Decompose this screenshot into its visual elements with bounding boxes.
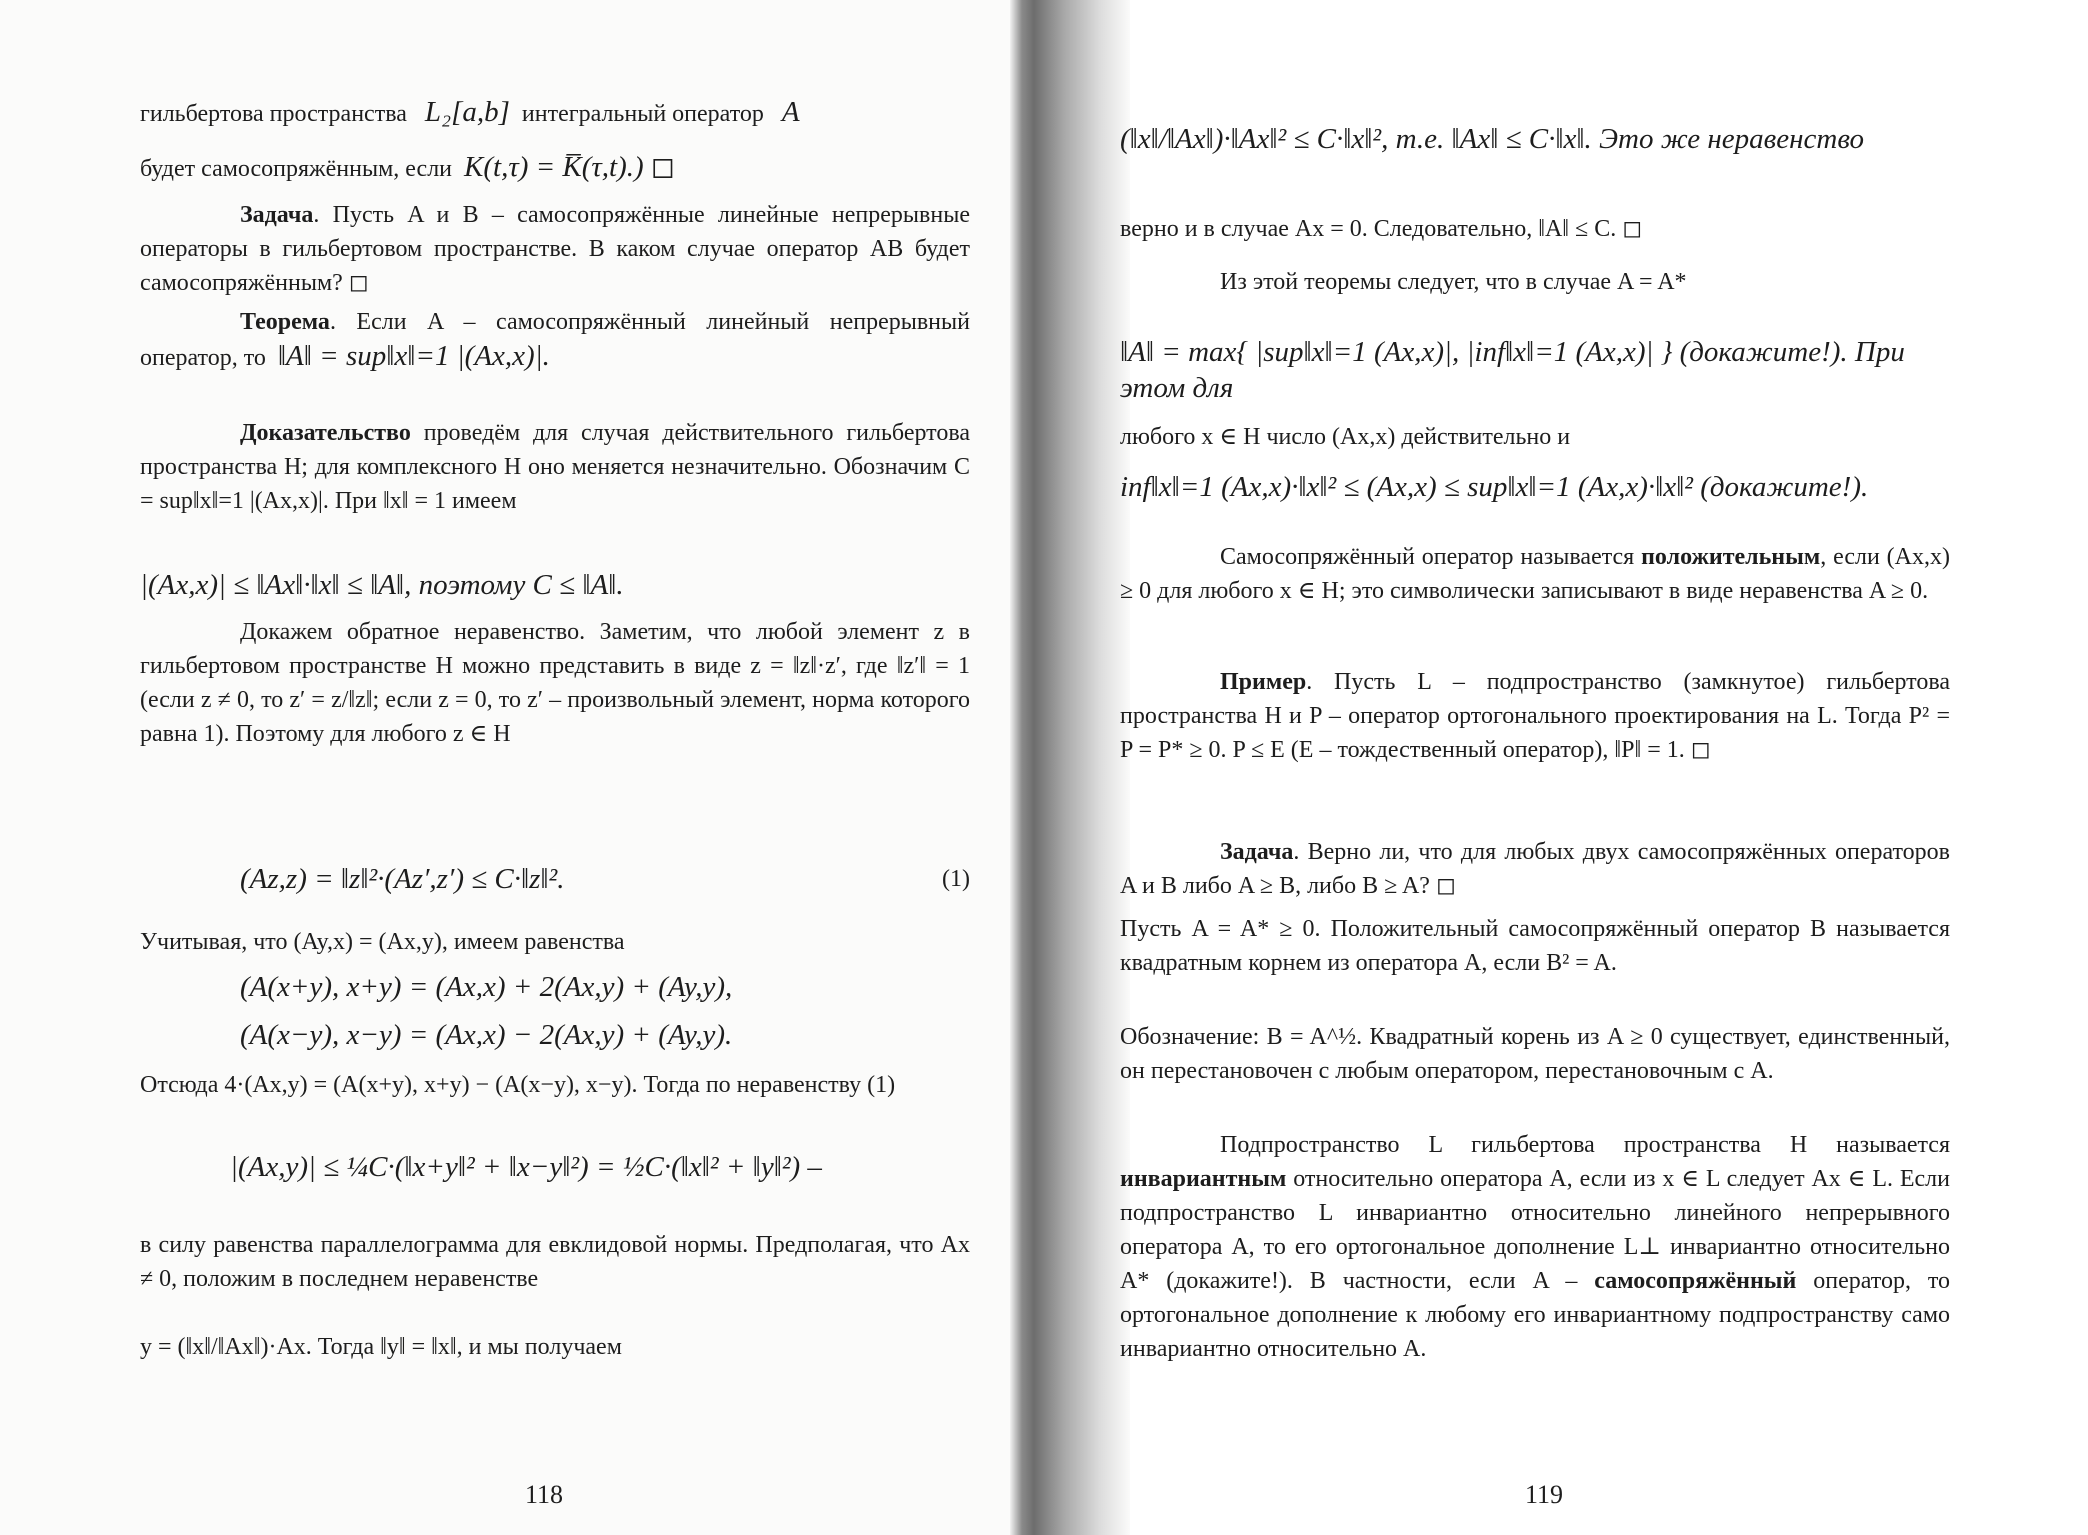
theorem-text: . Если A – самосопряжённый линейный непрерывный оператор, то [140, 309, 970, 371]
equation-number: (1) [942, 866, 970, 892]
zadacha-text: . Верно ли, что для любых двух самосопряжённых операторов A и B либо A ≥ B, либо B ≥ A? ◻ [1120, 839, 1950, 899]
equation-2: (A(x+y), x+y) = (Ax,x) + 2(Ax,y) + (Ay,y), [240, 971, 733, 1003]
left-inequality [140, 568, 970, 604]
zadacha-text: . Пусть A и B – самосопряжённые линейные непрерывные операторы в гильбертовом пространстве. В каком случае оператор AB будет самосопряжённым? ◻ [140, 202, 970, 296]
formula: L₂[a,b] [424, 96, 510, 128]
left-zadacha [140, 198, 970, 300]
text-segment: Самосопряжённый оператор называется [1220, 544, 1635, 570]
left-line-01 [140, 95, 970, 131]
equation-3: (A(x−y), x−y) = (Ax,x) − 2(Ax,y) + (Ay,y). [240, 1019, 733, 1051]
right-zadacha [1120, 835, 1950, 903]
text-segment: в силу равенства параллелограмма для евклидовой нормы. Предполагая, что Ax ≠ 0, положим в последнем неравенстве [140, 1232, 970, 1292]
text-segment: Пусть A = A* ≥ 0. Положительный самосопряжённый оператор B называется квадратным корнем из оператора A, если B² = A. [1120, 916, 1950, 976]
equation-4: |(Ax,y)| ≤ ¼C·(‖x+y‖² + ‖x−y‖²) = ½C·(‖x‖² + ‖y‖²) – [230, 1151, 822, 1183]
text-segment: будет самосопряжённым, если [140, 156, 453, 182]
right-line-01 [1120, 122, 1950, 158]
text-segment: Обозначение: B = A^½. Квадратный корень из A ≥ 0 существует, единственный, он перестановочен с любым оператором, перестановочным с A. [1120, 1024, 1950, 1084]
formula: K(t,τ) = K̅(τ,t).) ◻ [464, 151, 676, 183]
term-selfadjoint: самосопряжённый [1594, 1268, 1797, 1294]
term-positive: положительным [1641, 544, 1821, 570]
left-line-02 [140, 150, 970, 186]
text-segment: Отсюда 4·(Ax,y) = (A(x+y), x+y) − (A(x−y), x−y). Тогда по неравенству (1) [140, 1072, 896, 1098]
text-segment: y = (‖x‖/‖Ax‖)·Ax. Тогда ‖y‖ = ‖x‖, и мы получаем [140, 1334, 622, 1360]
left-page [0, 0, 1010, 1535]
text-segment: любого x ∈ H число (Ax,x) действительно и [1120, 424, 1571, 450]
left-otsyuda [140, 1068, 970, 1102]
formula: ‖A‖ = max{ |sup‖x‖=1 (Ax,x)|, |inf‖x‖=1 (Ax,x)| } (докажите!). При этом для [1120, 336, 1905, 404]
primer-label: Пример [1220, 669, 1307, 695]
text-segment: Из этой теоремы следует, что в случае A = A* [1220, 269, 1687, 295]
right-positive-definition [1120, 540, 1950, 608]
formula: A [781, 96, 800, 128]
right-pust [1120, 912, 1950, 980]
text-segment: верно и в случае Ax = 0. Следовательно, ‖A‖ ≤ C. ◻ [1120, 216, 1643, 242]
right-line-03 [1120, 265, 1950, 299]
equation-3-row [140, 1018, 970, 1054]
right-invariant-paragraph [1120, 1128, 1950, 1366]
left-theorem [140, 305, 970, 375]
left-uchityvaya [140, 925, 970, 959]
theorem-label: Теорема [240, 309, 330, 335]
right-primer [1120, 665, 1950, 767]
text-segment: Докажем обратное неравенство. Заметим, что любой элемент z в гильбертовом пространстве H можно представить в виде z = ‖z‖·z′, где ‖z′‖ = 1 (если z ≠ 0, то z′ = z/‖z‖; если z = 0, то z′ – произвольный элемент, норма которого равна 1). Поэтому для любого z ∈ H [140, 619, 970, 747]
text-segment: интегральный оператор [521, 101, 764, 127]
right-line-06 [1120, 470, 1950, 506]
formula: |(Ax,x)| ≤ ‖Ax‖·‖x‖ ≤ ‖A‖, поэтому C ≤ ‖A‖. [140, 569, 624, 601]
equation-1: (Az,z) = ‖z‖²·(Az′,z′) ≤ C·‖z‖². [240, 863, 565, 895]
zadacha-label: Задача [240, 202, 314, 228]
text-segment: относительно оператора A, если из x ∈ L следует Ax ∈ L. Если подпространство L инвариантно относительно линейного непрерывного оператора A, то его ортогональное дополнение L⊥ инвариантно относительно A* (докажите!). В частности, если A – [1120, 1166, 1951, 1294]
primer-text: . Пусть L – подпространство (замкнутое) гильбертова пространства H и P – оператор ортогонального проектирования на L. Тогда P² = P = P* ≥ 0. P ≤ E (E – тождественный оператор), ‖P‖ = 1. ◻ [1120, 669, 1950, 763]
equation-1-row [140, 862, 970, 898]
right-line-02 [1120, 212, 1950, 246]
left-reverse-paragraph [140, 615, 970, 751]
left-last-line [140, 1330, 970, 1364]
left-proof [140, 416, 970, 518]
formula: (‖x‖/‖Ax‖)·‖Ax‖² ≤ C·‖x‖², т.е. ‖Ax‖ ≤ C·‖x‖. Это же неравенство [1120, 123, 1865, 155]
page-number-right: 119 [1525, 1480, 1564, 1509]
proof-text: проведём для случая действительного гильбертова пространства H; для комплексного H оно меняется незначительно. Обозначим C = sup‖x‖=1 |(Ax,x)|. При ‖x‖ = 1 имеем [140, 420, 970, 514]
right-line-04 [1120, 335, 1950, 407]
text-segment: оператор, то ортогональное дополнение к любому его инвариантному подпространству само инвариантно относительно A. [1120, 1268, 1951, 1362]
right-oboznachenie [1120, 1020, 1950, 1088]
formula: ‖A‖ = sup‖x‖=1 |(Ax,x)|. [277, 340, 550, 372]
right-line-05 [1120, 420, 1950, 454]
formula: inf‖x‖=1 (Ax,x)·‖x‖² ≤ (Ax,x) ≤ sup‖x‖=1 (Ax,x)·‖x‖² (докажите!). [1120, 471, 1869, 503]
text-segment: гильбертова пространства [140, 101, 407, 127]
equation-2-row [140, 970, 970, 1006]
text-segment: Подпространство L гильбертова пространства H называется [1220, 1132, 1950, 1158]
text-segment: Учитывая, что (Ay,x) = (Ax,y), имеем равенства [140, 929, 625, 955]
left-silu [140, 1228, 970, 1296]
zadacha-label: Задача [1220, 839, 1294, 865]
equation-4-row [140, 1150, 970, 1186]
text-segment: , если (Ax,x) ≥ 0 для любого x ∈ H; это символически записывают в виде неравенства A ≥ 0. [1120, 544, 1951, 604]
term-invariant: инвариантным [1120, 1166, 1287, 1192]
proof-label: Доказательство [240, 420, 411, 446]
page-number-left: 118 [525, 1480, 564, 1509]
